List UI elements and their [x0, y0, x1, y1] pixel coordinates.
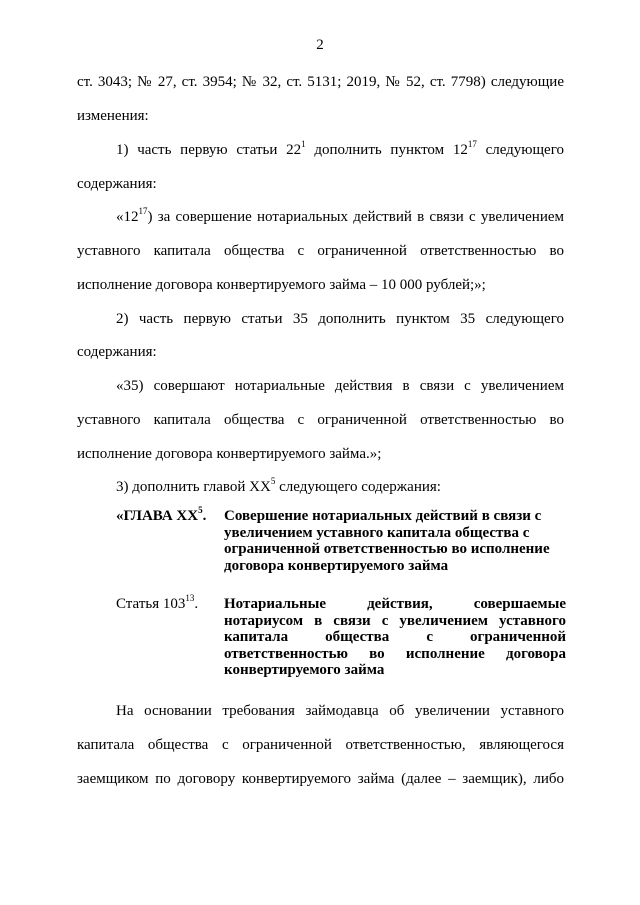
paragraph-line: уставного капитала общества с ограниченной ответственностью во: [77, 412, 564, 428]
paragraph-line: На основании требования займодавца об увеличении уставного: [116, 703, 564, 719]
list-item-2: 2) часть первую статьи 35 дополнить пунктом 35 следующего: [116, 311, 564, 327]
paragraph-line: изменения:: [77, 108, 149, 124]
chapter-title: Совершение нотариальных действий в связи с увеличением уставного капитала общества с ограниченной ответственностью во исполнение договора конвертируемого займа: [224, 508, 550, 574]
list-item-1: [116, 141, 564, 159]
paragraph-line: содержания:: [77, 344, 157, 360]
paragraph-line: заемщиком по договору конвертируемого займа (далее – заемщик), либо: [77, 771, 564, 787]
paragraph-line: содержания:: [77, 176, 157, 192]
article-title: Нотариальные действия, совершаемые нотариусом в связи с увеличением уставного капитала общества с ограниченной ответственностью во исполнение договора конвертируемого займа: [224, 596, 566, 678]
text-fragment: Статья 103: [116, 596, 186, 612]
paragraph-line: ст. 3043; № 27, ст. 3954; № 32, ст. 5131; 2019, № 52, ст. 7798) следующие: [77, 74, 564, 90]
superscript: 13: [185, 593, 195, 603]
text-fragment: 1) часть первую статьи 22: [116, 142, 302, 158]
text-fragment: 3) дополнить главой XX: [116, 479, 271, 495]
quoted-line: «35) совершают нотариальные действия в связи с увеличением: [116, 378, 564, 394]
list-item-3: [116, 478, 441, 496]
superscript: 5: [198, 505, 203, 515]
text-fragment: «ГЛАВА XX: [116, 508, 199, 524]
text-fragment: следующего: [476, 142, 564, 158]
superscript: 17: [467, 139, 477, 149]
paragraph-line: уставного капитала общества с ограниченной ответственностью во: [77, 243, 564, 259]
superscript: 1: [301, 139, 306, 149]
quoted-line: [116, 208, 564, 226]
page-number: 2: [316, 37, 324, 53]
text-fragment: следующего содержания:: [275, 479, 441, 495]
text-fragment: ) за совершение нотариальных действий в связи с увеличением: [147, 209, 564, 225]
paragraph-line: исполнение договора конвертируемого займа.»;: [77, 446, 382, 462]
article-label: [116, 593, 199, 613]
text-fragment: .: [202, 508, 207, 524]
paragraph-line: капитала общества с ограниченной ответственностью, являющегося: [77, 737, 564, 753]
text-fragment: .: [194, 596, 199, 612]
superscript: 5: [270, 476, 276, 486]
superscript: 17: [138, 206, 148, 216]
text-fragment: «12: [116, 209, 139, 225]
chapter-label: [116, 505, 207, 525]
text-fragment: дополнить пунктом 12: [305, 142, 468, 158]
paragraph-line: исполнение договора конвертируемого займа – 10 000 рублей;»;: [77, 277, 486, 293]
